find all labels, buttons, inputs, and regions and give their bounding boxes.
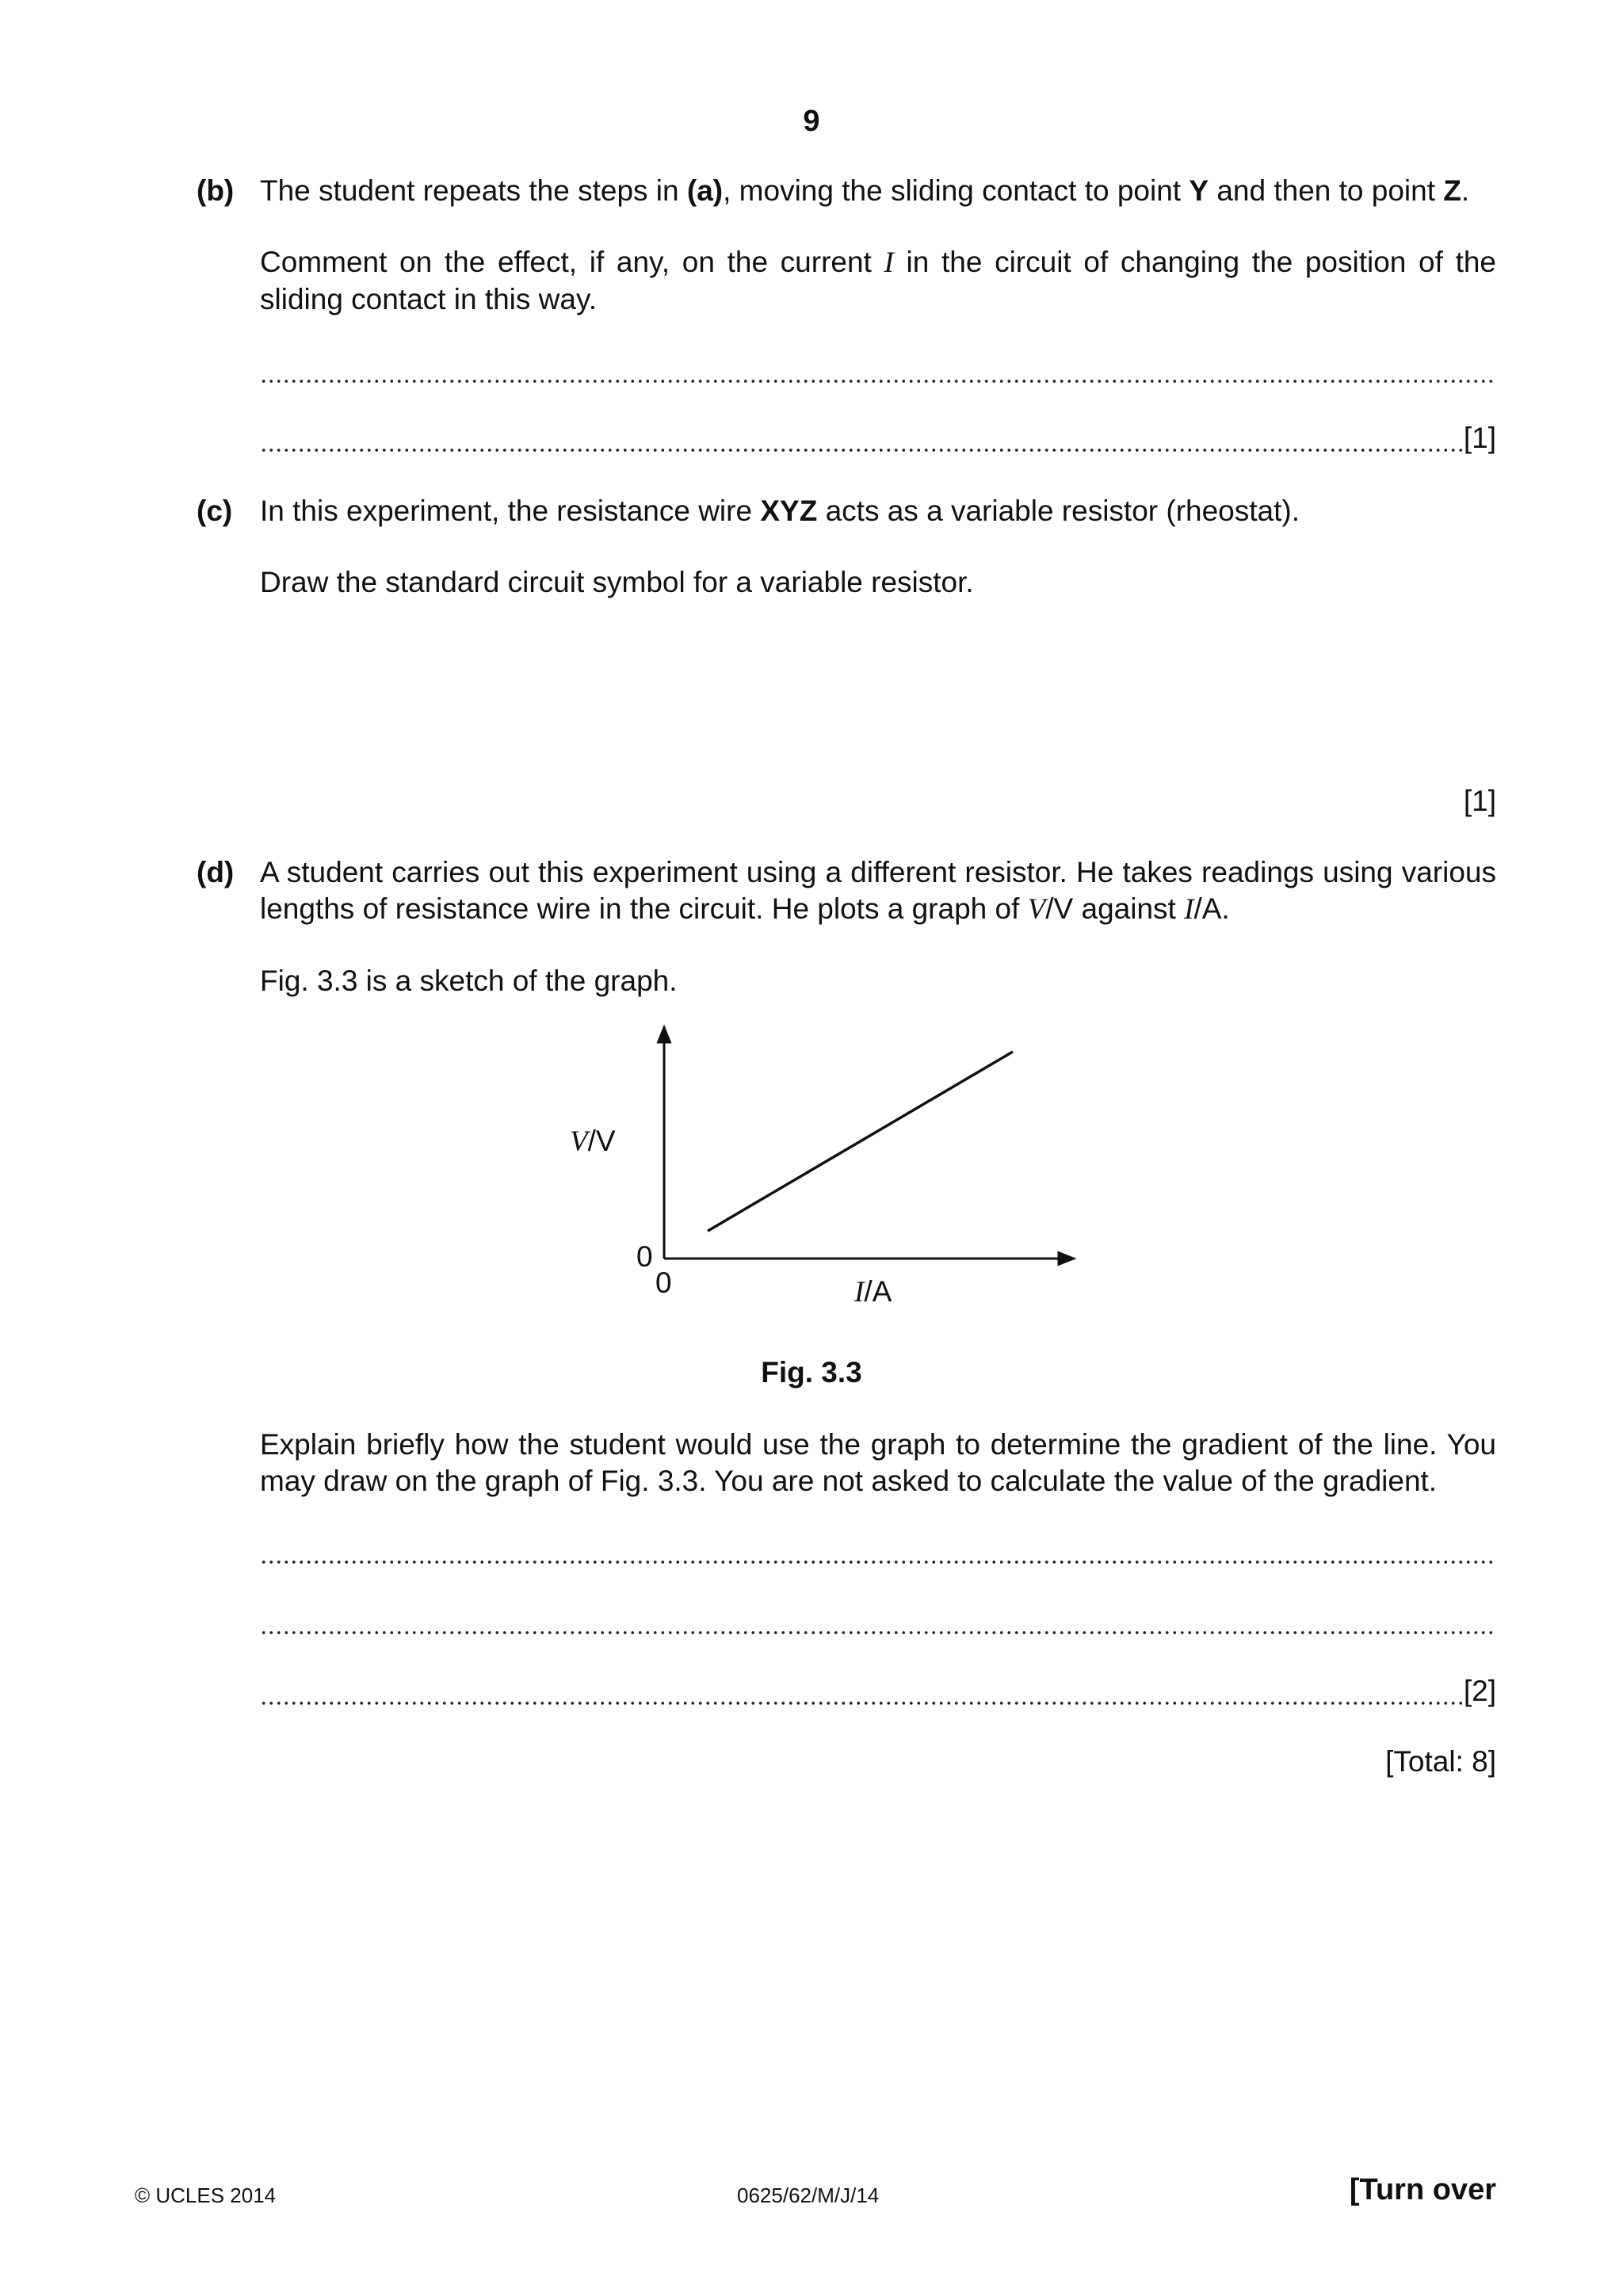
answer-line-d2[interactable] — [260, 1603, 1496, 1639]
ref-a: (a) — [686, 174, 724, 207]
x-axis-symbol: I — [854, 1276, 865, 1308]
y-origin-label: 0 — [636, 1240, 653, 1273]
sketch-intro: Fig. 3.3 is a sketch of the graph. — [260, 965, 678, 997]
graph-line — [708, 1052, 1013, 1231]
mark-d: [2] — [1463, 1675, 1496, 1707]
part-c-text: In this experiment, the resistance wire — [260, 495, 761, 527]
part-d-explain: Explain briefly how the student would use the graph to determine the gradient of the line. You may draw on the graph of Fig. 3.3. You are not asked to calculate the value of the gradient. — [260, 1428, 1496, 1497]
mark-c: [1] — [1463, 785, 1496, 817]
part-c-label: (c) — [197, 495, 233, 527]
x-axis-unit: /A — [864, 1275, 892, 1308]
y-axis-label — [570, 1125, 616, 1158]
part-b-question-text: Comment on the effect, if any, on the current — [260, 246, 884, 278]
footer-paper-code: 0625/62/M/J/14 — [737, 2183, 880, 2207]
part-b-text: . — [1461, 174, 1470, 207]
mark-b: [1] — [1463, 422, 1496, 454]
point-y: Y — [1189, 174, 1209, 207]
v-symbol: V — [1027, 893, 1046, 926]
part-b-label: (b) — [197, 174, 235, 207]
i-symbol: I — [1184, 893, 1194, 926]
y-axis-unit: /V — [587, 1125, 616, 1157]
dotted-line — [260, 1532, 1496, 1568]
part-b-text: and then to point — [1209, 174, 1444, 207]
part-b-text: , moving the sliding contact to point — [723, 174, 1190, 207]
part-b-question-text: in the circuit of changing the position of the sliding contact in this way. — [260, 246, 1497, 315]
turn-over: [Turn over — [1349, 2173, 1496, 2206]
wire-xyz: XYZ — [760, 495, 818, 527]
page-number: 9 — [803, 105, 820, 138]
answer-line-d1[interactable] — [260, 1532, 1496, 1568]
part-d-text: /A. — [1193, 892, 1230, 925]
part-c-text: acts as a variable resistor (rheostat). — [817, 495, 1300, 527]
y-axis-symbol: V — [570, 1125, 588, 1158]
part-d-text: /V against — [1045, 892, 1185, 925]
part-b-text: The student repeats the steps in — [260, 174, 687, 207]
current-symbol: I — [884, 246, 894, 279]
part-c-instruction: Draw the standard circuit symbol for a variable resistor. — [260, 566, 974, 598]
part-d-text: A student carries out this experiment using a different resistor. He takes readings using various lengths of resistance wire in the circuit. He plots a graph of — [260, 856, 1496, 925]
part-d-label: (d) — [197, 856, 235, 888]
dotted-line — [260, 1603, 1496, 1639]
point-z: Z — [1443, 174, 1461, 207]
x-axis-label — [854, 1275, 892, 1308]
answer-line-d3[interactable] — [260, 1673, 1496, 1710]
figure-caption: Fig. 3.3 — [761, 1356, 862, 1389]
footer-copyright: © UCLES 2014 — [135, 2183, 277, 2207]
dotted-line — [260, 1673, 1462, 1710]
total-marks: [Total: 8] — [1385, 1745, 1496, 1778]
x-origin-label: 0 — [655, 1266, 672, 1299]
